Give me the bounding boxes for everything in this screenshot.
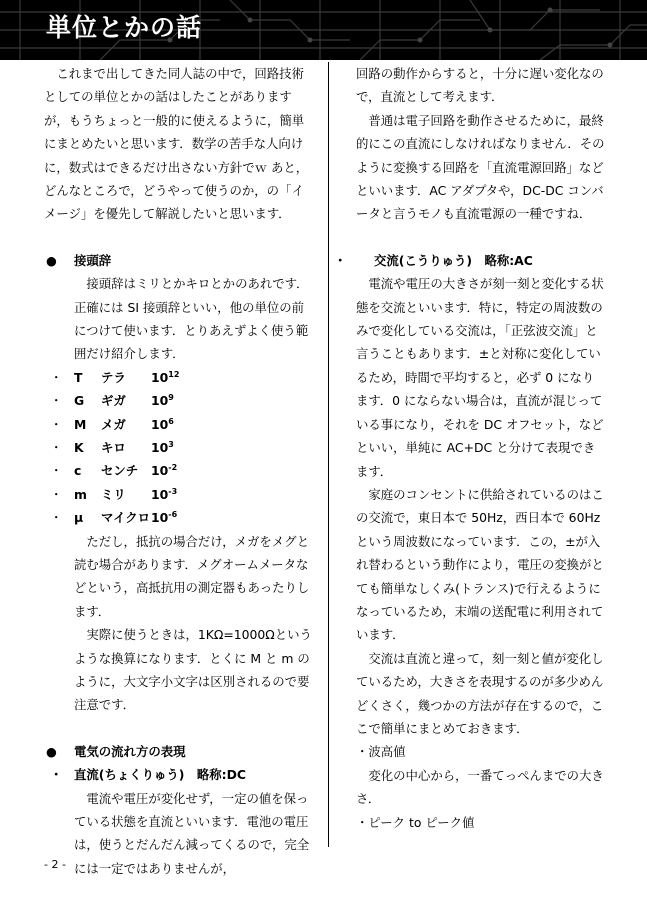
list-item: ・ c センチ $10^{-2}$: [50, 463, 178, 479]
list-item: ・ M メガ $10^6$: [50, 416, 174, 432]
ac-heading: ・ 交流(こうりゅう) 略称:AC: [334, 252, 533, 268]
list-item: ・ G ギガ $10^9$: [50, 393, 174, 409]
usage-note-paragraph: 実際に使うときは，1KΩ=1000Ωというような換算になります．とくに M と m のように，大文字小文字は区別されるので要注意です．: [74, 627, 312, 713]
column-divider: [328, 62, 329, 847]
mega-note-paragraph: ただし，抵抗の場合だけ，メガをメグと読む場合があります．メグオームメータなどという，高抵抗用の測定器もあったりします．: [74, 533, 310, 619]
list-item: ・ μ マイクロ $10^{-6}$: [50, 510, 178, 526]
bullet-icon: ●: [46, 252, 57, 268]
peak-to-peak-label: ・ピーク to ピーク値: [356, 814, 475, 830]
page-title: 単位とかの話: [46, 13, 203, 42]
ac-paragraph-2: 家庭のコンセントに供給されているのはこの交流で，東日本で 50Hz，西日本で 60Hz という周波数になっています．この，±が入れ替わるという動作により，電圧の変換がとても簡単なしくみ(トランス)で行えるようになっているため，末端の送配電に利用されています．: [356, 486, 604, 643]
page-header: [0, 0, 647, 60]
unit-list: [44, 366, 314, 530]
prefix-paragraph: 接頭辞はミリとかキロとかのあれです．正確には SI 接頭辞といい，他の単位の前につけて使います．とりあえずよく使う範囲だけ紹介します．: [74, 276, 309, 362]
right-column: [334, 62, 606, 834]
prefix-heading: ● 接頭辞: [44, 249, 314, 272]
list-item: ・ m ミリ $10^{-3}$: [50, 486, 178, 502]
intro-paragraph: これまで出してきた同人誌の中で，回路技術としての単位とかの話はしたことがありますが，もうちょっと一般的に使えるように，簡単にまとめたいと思います．数学の苦手な人向けに，数式はできるだけ出さない方針でｗ あと，どんなところで，どうやって使うのか，の「イメージ」を優先して解説したいと思います．: [44, 66, 309, 222]
dc-continuation-paragraph: 回路の動作からすると，十分に遅い変化なので，直流として考えます．: [356, 66, 604, 105]
dc-circuit-paragraph: 普通は電子回路を動作させるために，最終的にこの直流にしなければなりません．そのように変換する回路を「直流電源回路」などといいます．AC アダプタや，DC-DC コンバータと言うモノも直流電源の一種ですね．: [356, 112, 605, 222]
wave-height-label: ・波高値: [356, 744, 406, 760]
ac-paragraph-3: 交流は直流と違って，刻一刻と値が変化しているため，大きさを表現するのが多少めんどくさく，幾つかの方法が存在するので，ここで簡単にまとめておきます．: [356, 650, 604, 736]
list-item: ・ T テラ $10^{12}$: [50, 369, 180, 385]
dc-paragraph: 電流や電圧が変化せず，一定の値を保っている状態を直流といいます．電池の電圧は，使うとだんだん減ってくるので，完全には一定ではありませんが，: [74, 790, 310, 876]
flow-heading: ● 電気の流れ方の表現: [44, 740, 314, 763]
left-column: [44, 62, 314, 880]
dc-heading: ・ 直流(ちょくりゅう) 略称:DC: [50, 767, 246, 783]
page-number: - 2 -: [44, 858, 66, 871]
list-item: ・ K キロ $10^3$: [50, 440, 174, 456]
bullet-icon: ●: [46, 743, 57, 759]
ac-paragraph-1: 電流や電圧の大きさが刻一刻と変化する状態を交流といいます．特に，特定の周波数のみで変化している交流は，「正弦波交流」と言うこともあります．±と対称に変化しているため，時間で平均すると，必ず 0 になります．0 にならない場合は，直流が混じっている事になり，それを DC オフセット，などといい，単純に AC+DC と分けて表現できます．: [356, 276, 604, 479]
wave-height-paragraph: 変化の中心から，一番てっぺんまでの大きさ．: [356, 767, 604, 807]
